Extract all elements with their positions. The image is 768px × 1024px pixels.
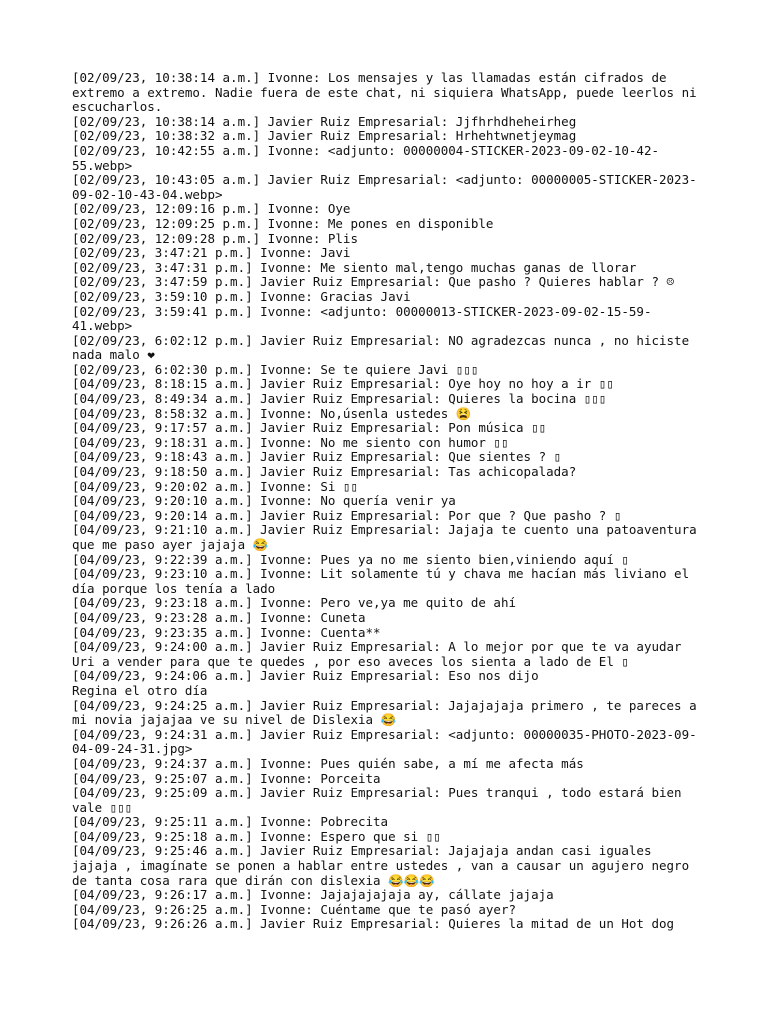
chat-message: [02/09/23, 3:47:31 p.m.] Ivonne: Me siento mal,tengo muchas ganas de llorar <box>72 259 637 275</box>
chat-message: [04/09/23, 9:26:25 a.m.] Ivonne: Cuéntame que te pasó ayer? <box>72 901 517 917</box>
chat-message: [04/09/23, 9:26:17 a.m.] Ivonne: Jajajajajaja ay, cállate jajaja <box>72 887 554 903</box>
chat-message: [02/09/23, 10:38:32 a.m.] Javier Ruiz Empresarial: Hrhehtwnetjeymag <box>72 128 577 144</box>
chat-message: [02/09/23, 10:42:55 a.m.] Ivonne: <adjunto: 00000004-STICKER-2023-09-02-10-42-55.webp> <box>72 142 659 173</box>
chat-message: [02/09/23, 3:59:41 p.m.] Ivonne: <adjunto: 00000013-STICKER-2023-09-02-15-59-41.webp> <box>72 303 652 334</box>
chat-message: [04/09/23, 9:17:57 a.m.] Javier Ruiz Empresarial: Pon música ▯▯ <box>72 420 547 436</box>
chat-message: [04/09/23, 9:26:26 a.m.] Javier Ruiz Empresarial: Quieres la mitad de un Hot dog <box>72 916 675 932</box>
chat-message: [04/09/23, 9:25:09 a.m.] Javier Ruiz Empresarial: Pues tranqui , todo estará bien vale ▯▯▯ <box>72 785 690 815</box>
chat-message: [04/09/23, 9:18:31 a.m.] Ivonne: No me siento con humor ▯▯ <box>72 434 509 450</box>
chat-message: [02/09/23, 12:09:28 p.m.] Ivonne: Plis <box>72 230 358 246</box>
chat-message: [04/09/23, 9:24:00 a.m.] Javier Ruiz Empresarial: A lo mejor por que te va ayudar Uri a vender para que te quedes , por eso aveces los sienta a lado de El ▯ <box>72 639 690 669</box>
chat-message: [04/09/23, 9:21:10 a.m.] Javier Ruiz Empresarial: Jajaja te cuento una patoaventura que me paso ayer jajaja 😂 <box>72 522 705 552</box>
chat-message: [02/09/23, 3:59:10 p.m.] Ivonne: Gracias Javi <box>72 288 411 304</box>
chat-message: [02/09/23, 12:09:16 p.m.] Ivonne: Oye <box>72 201 351 217</box>
chat-transcript <box>72 70 705 932</box>
chat-message: [04/09/23, 9:25:18 a.m.] Ivonne: Espero que si ▯▯ <box>72 828 441 844</box>
chat-message: [04/09/23, 9:23:35 a.m.] Ivonne: Cuenta** <box>72 624 381 640</box>
chat-message: [04/09/23, 9:25:07 a.m.] Ivonne: Porceita <box>72 770 381 786</box>
chat-message: [02/09/23, 3:47:21 p.m.] Ivonne: Javi <box>72 245 351 261</box>
chat-message: [04/09/23, 9:25:11 a.m.] Ivonne: Pobrecita <box>72 814 389 830</box>
chat-message: [04/09/23, 9:22:39 a.m.] Ivonne: Pues ya no me siento bien,viniendo aquí ▯ <box>72 551 629 567</box>
chat-message: [04/09/23, 9:18:50 a.m.] Javier Ruiz Empresarial: Tas achicopalada? <box>72 464 577 480</box>
chat-message: [02/09/23, 6:02:30 p.m.] Ivonne: Se te quiere Javi ▯▯▯ <box>72 361 479 377</box>
chat-message: [04/09/23, 9:23:18 a.m.] Ivonne: Pero ve,ya me quito de ahí <box>72 595 517 611</box>
chat-message: [04/09/23, 9:20:14 a.m.] Javier Ruiz Empresarial: Por que ? Que pasho ? ▯ <box>72 507 622 523</box>
chat-message: [02/09/23, 3:47:59 p.m.] Javier Ruiz Empresarial: Que pasho ? Quieres hablar ? ☹ <box>72 274 675 290</box>
chat-message: [02/09/23, 12:09:25 p.m.] Ivonne: Me pones en disponible <box>72 215 494 231</box>
chat-message: [02/09/23, 10:43:05 a.m.] Javier Ruiz Empresarial: <adjunto: 00000005-STICKER-2023-09-02-10-43-04.webp> <box>72 172 697 202</box>
chat-message: [02/09/23, 10:38:14 a.m.] Javier Ruiz Empresarial: Jjfhrhdheheirheg <box>72 113 577 129</box>
chat-message: [04/09/23, 9:23:28 a.m.] Ivonne: Cuneta <box>72 609 366 625</box>
chat-message: [04/09/23, 9:24:37 a.m.] Ivonne: Pues quién sabe, a mí me afecta más <box>72 755 584 771</box>
chat-message: [04/09/23, 8:49:34 a.m.] Javier Ruiz Empresarial: Quieres la bocina ▯▯▯ <box>72 391 607 407</box>
chat-message: [04/09/23, 8:18:15 a.m.] Javier Ruiz Empresarial: Oye hoy no hoy a ir ▯▯ <box>72 376 614 392</box>
chat-message: [04/09/23, 9:24:06 a.m.] Javier Ruiz Empresarial: Eso nos dijo Regina el otro día <box>72 668 539 698</box>
chat-message: [04/09/23, 8:58:32 a.m.] Ivonne: No,úsenla ustedes 😫 <box>72 405 472 421</box>
chat-message: [02/09/23, 10:38:14 a.m.] Ivonne: Los mensajes y las llamadas están cifrados de extremo a extremo. Nadie fuera de este chat, ni siquiera WhatsApp, puede leerlos ni escucharlos. <box>72 70 705 115</box>
chat-message: [04/09/23, 9:20:10 a.m.] Ivonne: No quería venir ya <box>72 493 456 509</box>
chat-message: [04/09/23, 9:23:10 a.m.] Ivonne: Lit solamente tú y chava me hacían más liviano el día porque los tenía a lado <box>72 566 697 596</box>
chat-message: [04/09/23, 9:18:43 a.m.] Javier Ruiz Empresarial: Que sientes ? ▯ <box>72 449 562 465</box>
chat-message: [04/09/23, 9:24:31 a.m.] Javier Ruiz Empresarial: <adjunto: 00000035-PHOTO-2023-09-04-09-24-31.jpg> <box>72 726 697 757</box>
chat-message: [04/09/23, 9:20:02 a.m.] Ivonne: Si ▯▯ <box>72 478 358 494</box>
chat-message: [04/09/23, 9:25:46 a.m.] Javier Ruiz Empresarial: Jajajaja andan casi iguales jajaja , imagínate se ponen a hablar entre ustedes , van a causar un agujero negro de tanta cosa rara que dirán con dislexia 😂😂😂 <box>72 843 697 888</box>
chat-message: [04/09/23, 9:24:25 a.m.] Javier Ruiz Empresarial: Jajajajaja primero , te pareces a mi novia jajajaa ve su nivel de Dislexia 😂 <box>72 697 705 728</box>
chat-message: [02/09/23, 6:02:12 p.m.] Javier Ruiz Empresarial: NO agradezcas nunca , no hiciste nada malo ❤ <box>72 332 697 363</box>
